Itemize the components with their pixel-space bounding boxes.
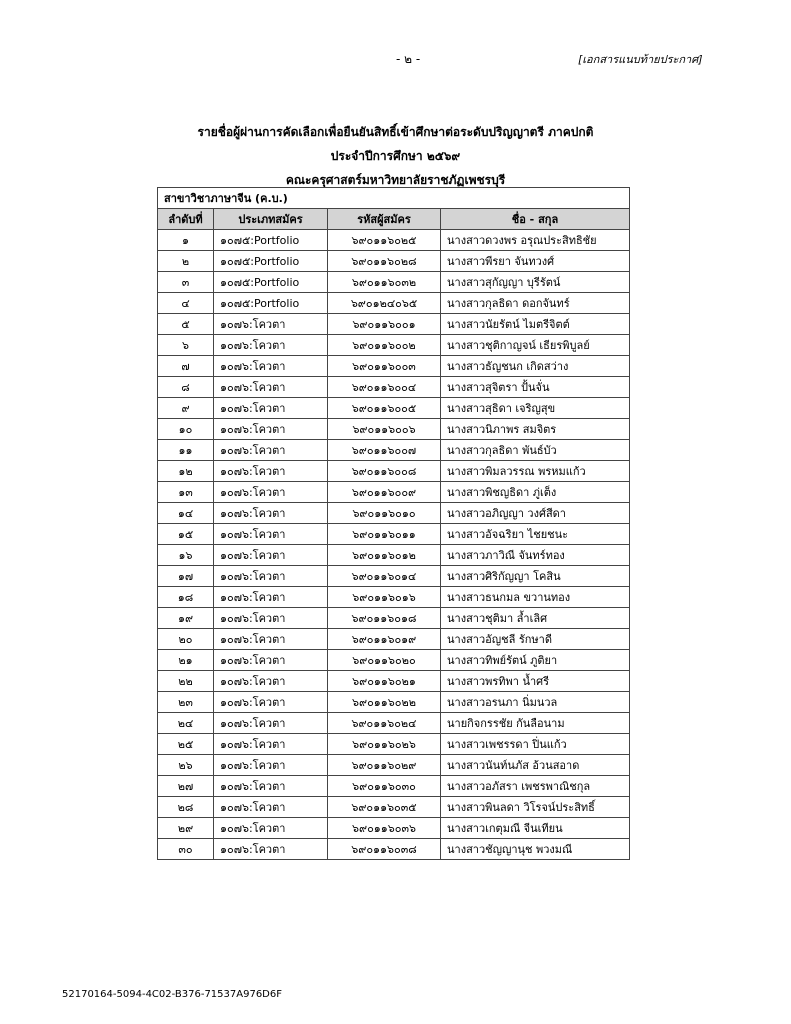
cell-full-name: นางสาวธนกมล ขวานทอง [441, 587, 630, 608]
cell-full-name: นางสาวพินลดา วิโรจน์ประสิทธิ์ [441, 797, 630, 818]
cell-applicant-id: ๖๙๐๑๑๖๐๐๒ [328, 335, 441, 356]
table-header-row [158, 209, 630, 230]
cell-applicant-id: ๖๙๐๑๑๖๐๐๕ [328, 398, 441, 419]
cell-application-type: ๑๐๗๖:โควตา [214, 314, 328, 335]
cell-order: ๑๗ [158, 566, 214, 587]
cell-order: ๑๙ [158, 608, 214, 629]
cell-full-name: นางสาวพีรยา จันทวงศ์ [441, 251, 630, 272]
table-row [158, 419, 630, 440]
cell-applicant-id: ๖๙๐๑๑๖๐๒๐ [328, 650, 441, 671]
cell-applicant-id: ๖๙๐๑๑๖๐๐๗ [328, 440, 441, 461]
cell-full-name: นางสาวทิพย์รัตน์ ภูติยา [441, 650, 630, 671]
cell-application-type: ๑๐๗๖:โควตา [214, 608, 328, 629]
table-row [158, 503, 630, 524]
cell-applicant-id: ๖๙๐๑๑๖๐๓๒ [328, 272, 441, 293]
cell-application-type: ๑๐๗๖:โควตา [214, 776, 328, 797]
cell-application-type: ๑๐๗๖:โควตา [214, 419, 328, 440]
cell-full-name: นางสาวนัยรัตน์ ไมตรีจิตต์ [441, 314, 630, 335]
annex-label: [เอกสารแนบท้ายประกาศ] [578, 53, 703, 66]
cell-full-name: นางสาวชุติกาญจน์ เธียรพิบูลย์ [441, 335, 630, 356]
cell-full-name: นางสาวอรนภา นิ่มนวล [441, 692, 630, 713]
cell-order: ๑๕ [158, 524, 214, 545]
table-row [158, 650, 630, 671]
cell-applicant-id: ๖๙๐๑๑๖๐๓๕ [328, 797, 441, 818]
cell-application-type: ๑๐๗๖:โควตา [214, 629, 328, 650]
cell-applicant-id: ๖๙๐๑๑๖๐๑๐ [328, 503, 441, 524]
cell-applicant-id: ๖๙๐๑๑๖๐๒๒ [328, 692, 441, 713]
section-title: สาขาวิชาภาษาจีน (ค.บ.) [158, 188, 630, 209]
header-order: ลำดับที่ [158, 209, 214, 230]
header-applicant-id: รหัสผู้สมัคร [328, 209, 441, 230]
cell-order: ๑๔ [158, 503, 214, 524]
cell-applicant-id: ๖๙๐๑๑๖๐๓๐ [328, 776, 441, 797]
cell-application-type: ๑๐๗๖:โควตา [214, 335, 328, 356]
page-number: - ๒ - [396, 52, 421, 66]
cell-application-type: ๑๐๗๖:โควตา [214, 545, 328, 566]
cell-full-name: นางสาวเกตุมณี จีนเทียน [441, 818, 630, 839]
cell-application-type: ๑๐๗๖:โควตา [214, 398, 328, 419]
cell-applicant-id: ๖๙๐๑๑๖๐๓๘ [328, 839, 441, 860]
cell-application-type: ๑๐๗๖:โควตา [214, 755, 328, 776]
table-row [158, 335, 630, 356]
table-row [158, 272, 630, 293]
cell-applicant-id: ๖๙๐๑๑๖๐๒๙ [328, 755, 441, 776]
cell-order: ๒๐ [158, 629, 214, 650]
cell-order: ๗ [158, 356, 214, 377]
header-full-name: ชื่อ - สกุล [441, 209, 630, 230]
cell-order: ๒๓ [158, 692, 214, 713]
cell-application-type: ๑๐๗๖:โควตา [214, 524, 328, 545]
cell-full-name: นางสาวอภัสรา เพชรพาณิชกุล [441, 776, 630, 797]
cell-order: ๒๑ [158, 650, 214, 671]
table-row [158, 545, 630, 566]
title-line-1: รายชื่อผู้ผ่านการคัดเลือกเพื่อยืนยันสิทธิ์เข้าศึกษาต่อระดับปริญญาตรี ภาคปกติ [197, 125, 594, 139]
table-body [158, 230, 630, 860]
table-row [158, 482, 630, 503]
cell-order: ๑ [158, 230, 214, 251]
table-row [158, 293, 630, 314]
table-row [158, 797, 630, 818]
cell-applicant-id: ๖๙๐๑๑๖๐๒๖ [328, 734, 441, 755]
header-application-type: ประเภทสมัคร [214, 209, 328, 230]
cell-full-name: นางสาวชัญญานุช พวงมณี [441, 839, 630, 860]
cell-application-type: ๑๐๗๖:โควตา [214, 650, 328, 671]
cell-full-name: นางสาวชุติมา ล้ำเลิศ [441, 608, 630, 629]
document-id: 52170164-5094-4C02-B376-71537A976D6F [62, 989, 282, 1000]
cell-applicant-id: ๖๙๐๑๒๔๐๖๕ [328, 293, 441, 314]
cell-applicant-id: ๖๙๐๑๑๖๐๐๖ [328, 419, 441, 440]
cell-application-type: ๑๐๗๖:โควตา [214, 377, 328, 398]
cell-full-name: นางสาวสุกัญญา บุรีรัตน์ [441, 272, 630, 293]
cell-full-name: นางสาวเพชรรดา ปิ่นแก้ว [441, 734, 630, 755]
cell-full-name: นางสาวนิภาพร สมจิตร [441, 419, 630, 440]
cell-order: ๑๒ [158, 461, 214, 482]
table-row [158, 314, 630, 335]
cell-order: ๖ [158, 335, 214, 356]
cell-application-type: ๑๐๗๖:โควตา [214, 692, 328, 713]
cell-applicant-id: ๖๙๐๑๑๖๐๑๘ [328, 608, 441, 629]
cell-order: ๒๔ [158, 713, 214, 734]
cell-applicant-id: ๖๙๐๑๑๖๐๓๖ [328, 818, 441, 839]
cell-application-type: ๑๐๗๕:Portfolio [214, 251, 328, 272]
cell-order: ๑๐ [158, 419, 214, 440]
cell-application-type: ๑๐๗๖:โควตา [214, 356, 328, 377]
cell-full-name: นางสาวพรทิพา น้ำศรี [441, 671, 630, 692]
table-row [158, 734, 630, 755]
cell-full-name: นางสาวอภิญญา วงศ์สีดา [441, 503, 630, 524]
cell-applicant-id: ๖๙๐๑๑๖๐๒๔ [328, 713, 441, 734]
table-row [158, 713, 630, 734]
table-row [158, 818, 630, 839]
table-row [158, 671, 630, 692]
cell-full-name: นางสาวอัญชลี รักษาดี [441, 629, 630, 650]
cell-full-name: นางสาวธัญชนก เกิดสว่าง [441, 356, 630, 377]
table-row [158, 524, 630, 545]
table-row [158, 692, 630, 713]
table-row [158, 839, 630, 860]
document-titles [0, 120, 791, 192]
cell-applicant-id: ๖๙๐๑๑๖๐๐๑ [328, 314, 441, 335]
cell-full-name: นางสาวอัจฉริยา ไชยชนะ [441, 524, 630, 545]
cell-order: ๙ [158, 398, 214, 419]
table-row [158, 356, 630, 377]
title-line-3: คณะครุศาสตร์มหาวิทยาลัยราชภัฏเพชรบุรี [285, 173, 506, 187]
cell-full-name: นางสาวกุลธิดา พันธ์บัว [441, 440, 630, 461]
cell-order: ๒๖ [158, 755, 214, 776]
cell-application-type: ๑๐๗๖:โควตา [214, 839, 328, 860]
table-row [158, 461, 630, 482]
table-row [158, 230, 630, 251]
cell-order: ๒๗ [158, 776, 214, 797]
table-row [158, 398, 630, 419]
cell-applicant-id: ๖๙๐๑๑๖๐๐๔ [328, 377, 441, 398]
cell-applicant-id: ๖๙๐๑๑๖๐๑๑ [328, 524, 441, 545]
cell-full-name: นางสาวกุลธิดา ดอกจันทร์ [441, 293, 630, 314]
table-row [158, 608, 630, 629]
cell-full-name: นางสาวนันท์นภัส อ้วนสอาด [441, 755, 630, 776]
cell-application-type: ๑๐๗๕:Portfolio [214, 272, 328, 293]
cell-application-type: ๑๐๗๕:Portfolio [214, 230, 328, 251]
cell-applicant-id: ๖๙๐๑๑๖๐๐๙ [328, 482, 441, 503]
cell-full-name: นางสาวสุจิตรา ปั้นจั่น [441, 377, 630, 398]
table-row [158, 251, 630, 272]
cell-order: ๑๖ [158, 545, 214, 566]
cell-application-type: ๑๐๗๖:โควตา [214, 461, 328, 482]
results-table [157, 187, 630, 860]
cell-application-type: ๑๐๗๖:โควตา [214, 713, 328, 734]
cell-full-name: นางสาวพิมลวรรณ พรหมแก้ว [441, 461, 630, 482]
cell-application-type: ๑๐๗๖:โควตา [214, 482, 328, 503]
table-row [158, 629, 630, 650]
cell-order: ๑๑ [158, 440, 214, 461]
cell-applicant-id: ๖๙๐๑๑๖๐๑๒ [328, 545, 441, 566]
cell-application-type: ๑๐๗๖:โควตา [214, 587, 328, 608]
cell-full-name: นางสาวศิริกัญญา โคสิน [441, 566, 630, 587]
cell-order: ๔ [158, 293, 214, 314]
table-row [158, 377, 630, 398]
cell-order: ๓ [158, 272, 214, 293]
cell-order: ๒๘ [158, 797, 214, 818]
cell-applicant-id: ๖๙๐๑๑๖๐๒๘ [328, 251, 441, 272]
cell-applicant-id: ๖๙๐๑๑๖๐๒๑ [328, 671, 441, 692]
title-line-2: ประจำปีการศึกษา ๒๕๖๙ [330, 149, 461, 163]
cell-full-name: นางสาวสุธิดา เจริญสุข [441, 398, 630, 419]
cell-full-name: นางสาวพิชญธิดา ภู่เต็ง [441, 482, 630, 503]
cell-applicant-id: ๖๙๐๑๑๖๐๑๔ [328, 566, 441, 587]
cell-applicant-id: ๖๙๐๑๑๖๐๐๓ [328, 356, 441, 377]
cell-application-type: ๑๐๗๕:Portfolio [214, 293, 328, 314]
cell-order: ๘ [158, 377, 214, 398]
cell-applicant-id: ๖๙๐๑๑๖๐๑๙ [328, 629, 441, 650]
cell-application-type: ๑๐๗๖:โควตา [214, 440, 328, 461]
cell-application-type: ๑๐๗๖:โควตา [214, 818, 328, 839]
cell-applicant-id: ๖๙๐๑๑๖๐๐๘ [328, 461, 441, 482]
cell-order: ๒๕ [158, 734, 214, 755]
cell-application-type: ๑๐๗๖:โควตา [214, 566, 328, 587]
table-row [158, 440, 630, 461]
cell-order: ๒๒ [158, 671, 214, 692]
cell-order: ๒๙ [158, 818, 214, 839]
cell-order: ๓๐ [158, 839, 214, 860]
cell-application-type: ๑๐๗๖:โควตา [214, 671, 328, 692]
table-row [158, 566, 630, 587]
table-row [158, 776, 630, 797]
cell-order: ๑๓ [158, 482, 214, 503]
cell-order: ๒ [158, 251, 214, 272]
cell-order: ๑๘ [158, 587, 214, 608]
cell-applicant-id: ๖๙๐๑๑๖๐๒๕ [328, 230, 441, 251]
cell-application-type: ๑๐๗๖:โควตา [214, 503, 328, 524]
cell-order: ๕ [158, 314, 214, 335]
cell-application-type: ๑๐๗๖:โควตา [214, 734, 328, 755]
cell-full-name: นายกิจกรรชัย กันลือนาม [441, 713, 630, 734]
table-row [158, 755, 630, 776]
cell-application-type: ๑๐๗๖:โควตา [214, 797, 328, 818]
cell-full-name: นางสาวดวงพร อรุณประสิทธิชัย [441, 230, 630, 251]
cell-applicant-id: ๖๙๐๑๑๖๐๑๖ [328, 587, 441, 608]
table-row [158, 587, 630, 608]
cell-full-name: นางสาวภาวิณี จันทร์ทอง [441, 545, 630, 566]
